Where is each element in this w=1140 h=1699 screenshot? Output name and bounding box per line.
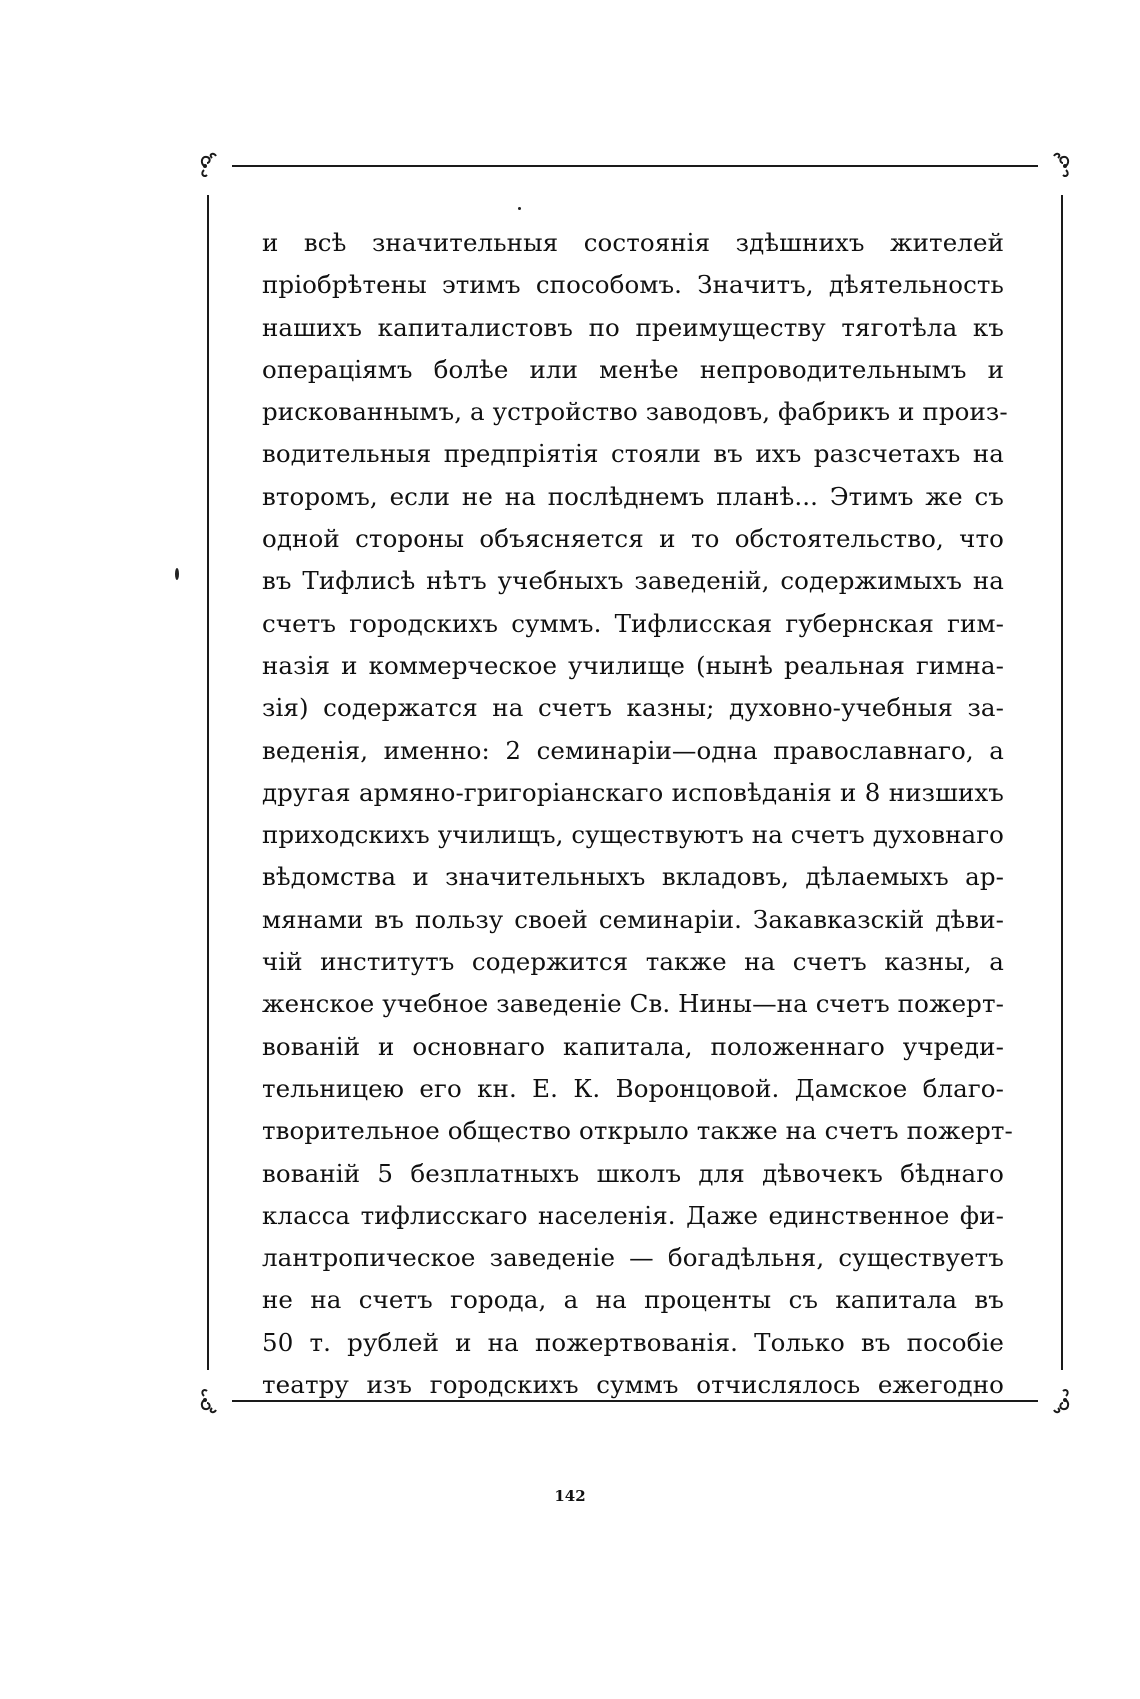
print-speck: [518, 207, 521, 210]
text-line: вованій 5 безплатныхъ школъ для дѣвочекъ бѣднаго: [262, 1158, 1004, 1188]
text-line: нашихъ капиталистовъ по преимуществу тяготѣла къ: [262, 312, 1004, 342]
text-line: мянами въ пользу своей семинаріи. Закавказскій дѣви-: [262, 904, 1004, 934]
text-line: веденія, именно: 2 семинаріи—одна православнаго, а: [262, 735, 1004, 765]
text-line: чій институтъ содержится также на счетъ казны, а: [262, 947, 1004, 977]
frame-left-rule: [207, 195, 209, 1370]
frame-right-rule: [1061, 195, 1063, 1370]
text-line: театру изъ городскихъ суммъ отчислялось ежегодно: [262, 1370, 1004, 1400]
text-line: зія) содержатся на счетъ казны; духовно-учебныя за-: [262, 693, 1004, 723]
corner-ornament-icon: [1040, 150, 1074, 184]
frame-top-rule: [232, 165, 1038, 167]
text-line: класса тифлисскаго населенія. Даже единственное фи-: [262, 1200, 1004, 1230]
text-line: другая армяно-григоріанскаго исповѣданія и 8 низшихъ: [262, 777, 1004, 807]
text-line: въ Тифлисѣ нѣтъ учебныхъ заведеній, содержимыхъ на: [262, 566, 1004, 596]
text-line: вѣдомства и значительныхъ вкладовъ, дѣлаемыхъ ар-: [262, 862, 1004, 892]
text-line: водительныя предпріятія стояли въ ихъ разсчетахъ на: [262, 439, 1004, 469]
text-line: и всѣ значительныя состоянія здѣшнихъ жителей: [262, 228, 1004, 257]
page-number: 142: [554, 1487, 586, 1505]
text-line: тельницею его кн. Е. К. Воронцовой. Дамское благо-: [262, 1073, 1004, 1103]
text-line: рискованнымъ, а устройство заводовъ, фабрикъ и произ-: [262, 397, 1008, 427]
text-line: приходскихъ училищъ, существуютъ на счетъ духовнаго: [262, 820, 1005, 850]
text-line: второмъ, если не на послѣднемъ планѣ... Этимъ же съ: [262, 481, 1004, 511]
corner-ornament-icon: [196, 1382, 230, 1416]
text-line: не на счетъ города, а на проценты съ капитала въ: [262, 1285, 1004, 1315]
text-line: творительное общество открыло также на счетъ пожерт-: [262, 1116, 1013, 1146]
text-line: пріобрѣтены этимъ способомъ. Значитъ, дѣятельность: [262, 270, 1004, 300]
text-line: счетъ городскихъ суммъ. Тифлисская губернская гим-: [262, 608, 1004, 638]
text-line: лантропическое заведеніе — богадѣльня, существуетъ: [262, 1243, 1004, 1273]
corner-ornament-icon: [196, 150, 230, 184]
text-line: назія и коммерческое училище (нынѣ реальная гимна-: [262, 650, 1004, 680]
body-text: [262, 222, 1013, 1406]
text-line: операціямъ болѣе или менѣе непроводительнымъ и: [262, 354, 1004, 384]
text-line: 50 т. рублей и на пожертвованія. Только въ пособіе: [262, 1327, 1004, 1357]
corner-ornament-icon: [1040, 1382, 1074, 1416]
text-line: женское учебное заведеніе Св. Нины—на счетъ пожерт-: [262, 989, 1004, 1019]
print-speck: [175, 568, 179, 580]
text-line: вованій и основнаго капитала, положеннаго учреди-: [262, 1031, 1004, 1061]
text-line: одной стороны объясняется и то обстоятельство, что: [262, 524, 1004, 554]
